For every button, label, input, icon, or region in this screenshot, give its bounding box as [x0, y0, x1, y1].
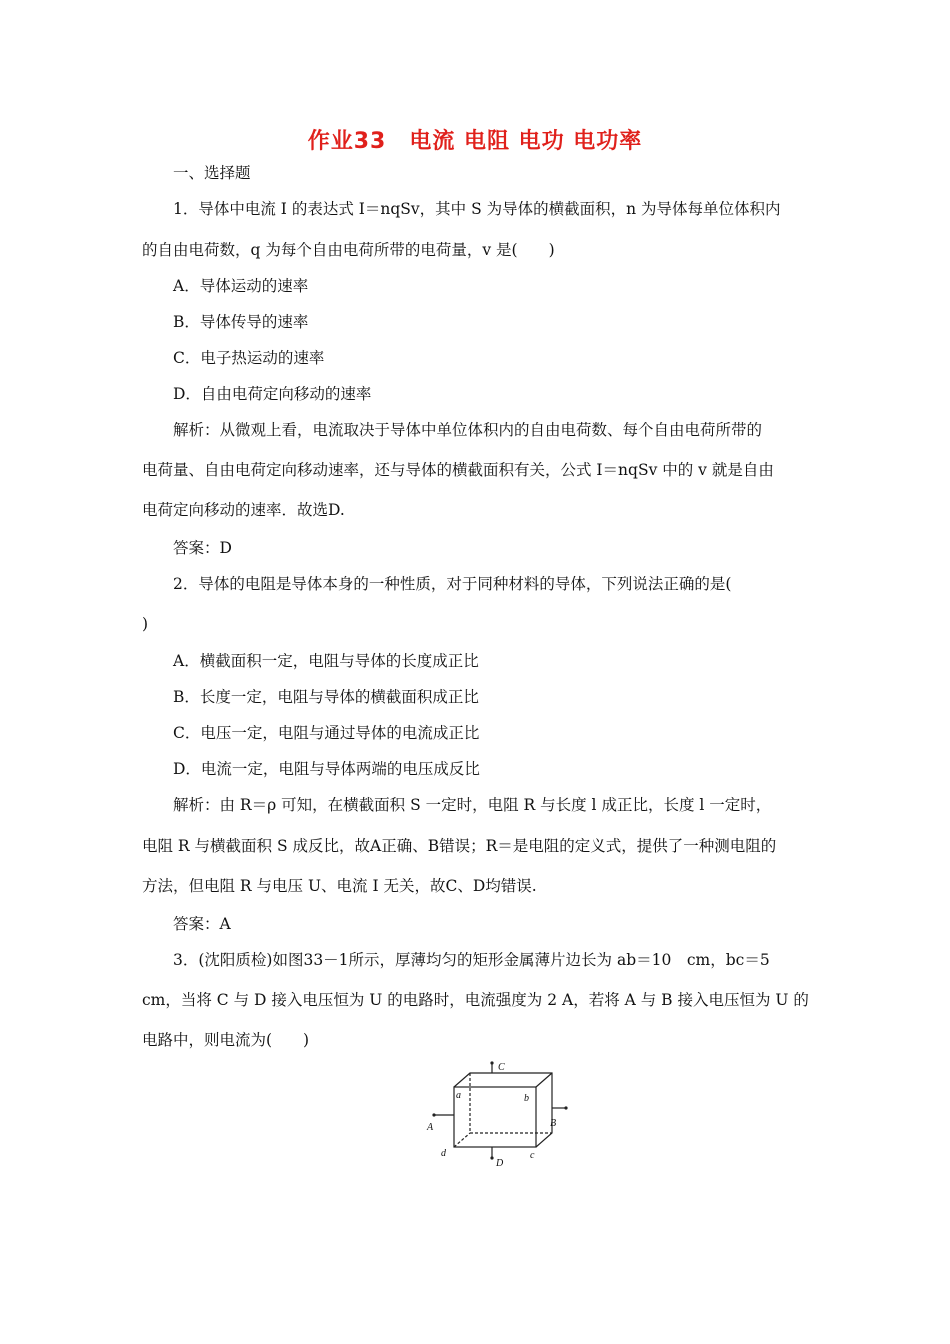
- q1-option-d: D．自由电荷定向移动的速率: [173, 385, 372, 403]
- label-b: b: [524, 1093, 529, 1104]
- q1-option-a: A．导体运动的速率: [173, 277, 309, 295]
- q1-option-b: B．导体传导的速率: [173, 313, 309, 331]
- q2-analysis-line3: 方法，但电阻 R 与电压 U、电流 I 无关，故C、D均错误.: [142, 877, 537, 895]
- q3-stem-line1: 3．(沈阳质检)如图33－1所示，厚薄均匀的矩形金属薄片边长为 ab＝10 cm，bc＝5: [173, 951, 770, 969]
- q2-stem-line2: ): [142, 615, 149, 633]
- q2-option-a: A．横截面积一定，电阻与导体的长度成正比: [173, 652, 479, 670]
- q1-stem-line1: 1．导体中电流 I 的表达式 I＝nqSv，其中 S 为导体的横截面积，n 为导体每单位体积内: [173, 200, 781, 218]
- q1-stem-line2: 的自由电荷数，q 为每个自由电荷所带的电荷量，v 是( ): [142, 241, 555, 259]
- q1-answer: 答案：D: [173, 539, 232, 557]
- q2-option-b: B．长度一定，电阻与导体的横截面积成正比: [173, 688, 479, 706]
- label-terminal-b: B: [550, 1118, 557, 1129]
- q2-analysis-line1: 解析：由 R＝ρ 可知，在横截面积 S 一定时，电阻 R 与长度 l 成正比，长度 l 一定时，: [173, 796, 772, 814]
- label-terminal-d: D: [496, 1158, 504, 1169]
- label-terminal-c: C: [498, 1062, 505, 1073]
- q2-stem-line1: 2．导体的电阻是导体本身的一种性质，对于同种材料的导体，下列说法正确的是(: [173, 575, 732, 593]
- label-d: d: [441, 1148, 446, 1159]
- q2-answer: 答案：A: [173, 915, 231, 933]
- q2-option-d: D．电流一定，电阻与导体两端的电压成反比: [173, 760, 480, 778]
- q1-analysis-line1: 解析：从微观上看，电流取决于导体中单位体积内的自由电荷数、每个自由电荷所带的: [173, 421, 763, 439]
- q1-analysis-line3: 电荷定向移动的速率．故选D.: [142, 501, 345, 519]
- page-title: 作业33 电流 电阻 电功 电功率: [307, 129, 643, 154]
- q1-option-c: C．电子热运动的速率: [173, 349, 325, 367]
- label-a: a: [456, 1090, 461, 1101]
- metal-sheet-figure: [420, 1060, 570, 1170]
- q3-stem-line3: 电路中，则电流为( ): [142, 1031, 310, 1049]
- q2-analysis-line2: 电阻 R 与横截面积 S 成反比，故A正确、B错误；R＝是电阻的定义式，提供了一种测电阻的: [142, 837, 777, 855]
- label-c: c: [530, 1150, 535, 1161]
- q3-stem-line2: cm，当将 C 与 D 接入电压恒为 U 的电路时，电流强度为 2 A，若将 A 与 B 接入电压恒为 U 的: [142, 991, 809, 1009]
- section-heading: 一、选择题: [173, 164, 251, 182]
- sheet-back-edges: [454, 1073, 552, 1147]
- q1-analysis-line2: 电荷量、自由电荷定向移动速率，还与导体的横截面积有关，公式 I＝nqSv 中的 v 就是自由: [142, 461, 774, 479]
- label-terminal-a: A: [427, 1122, 434, 1133]
- q2-option-c: C．电压一定，电阻与通过导体的电流成正比: [173, 724, 480, 742]
